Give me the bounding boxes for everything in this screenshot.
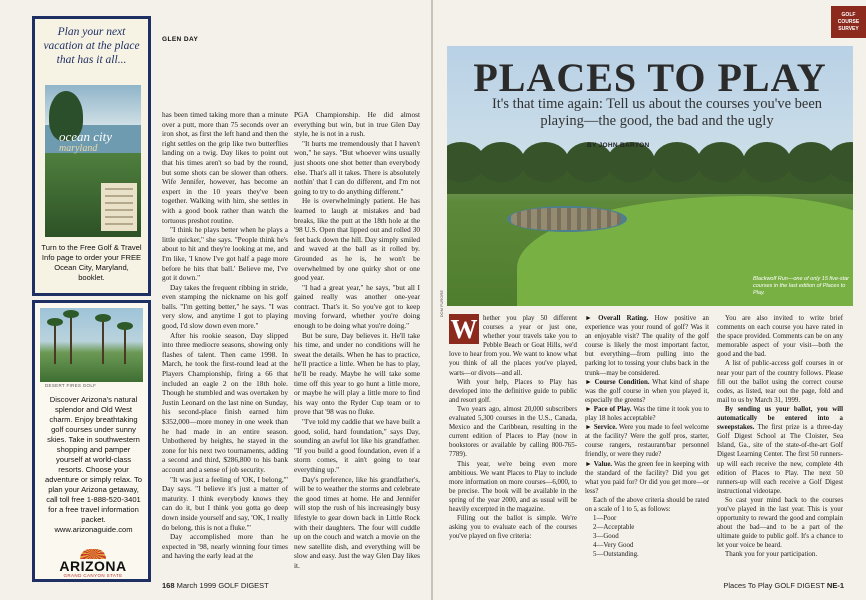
rating-item: 3—Good [593, 533, 619, 541]
arizona-logo-tag: GRAND CANYON STATE [63, 573, 123, 578]
brochure-inset-page [101, 183, 137, 231]
criteria-item: ► Overall Rating. How positive an experience was your round of golf? Was it an enjoyable visit? The quality of the golf course is likely the most important factor, but everything—from pulling into the parking lot to tossing your clubs back in the trunk—may be considered. [585, 315, 709, 377]
article-title: PLACES TO PLAY [473, 55, 827, 100]
paragraph: "I think he plays better when he plays a little quicker," she says. "People think he's about to hit and they're looking at me, and I'm like, 'I know I've got half a page more before he hits that ball.' Believe me, I've got it down." [162, 225, 288, 283]
ad-body: Turn to the Free Golf & Travel Info page to order your FREE Ocean City, Maryland, booklet. [41, 243, 142, 282]
page-folio [162, 581, 269, 590]
rating-item: 5—Outstanding. [593, 551, 639, 559]
paragraph: has been timed taking more than a minute over a putt, more than 75 seconds over an iron shot, as first the left hand and then the right settles on the grip like two butterflies landing on a twig. Day likes to point out that his times aren't so bad by the round, but some shots can be slower than others. Wife Jennifer, however, has become an expert in the 10 years they've been together. Walking with him, she settles in with a good book rather than watch the tortuous preshot routine. [162, 110, 288, 225]
page-number: NE-1 [826, 581, 844, 590]
paragraph: Two years ago, almost 20,000 subscribers evaluated 5,300 courses in the U.S., Canada, Mexico and the Caribbean, resulting in the current edition of Places to Play (now in bookstores or available by calling 800-765-7789). [449, 405, 577, 459]
paragraph: "I've told my caddie that we have built a good, solid, hard foundation," says Day, sounding an awful lot like his grandfather. "If you build a good foundation, even if a storm comes, it ain't going to tear everything up." [294, 417, 420, 474]
brochure-logo-sub: maryland [59, 143, 98, 154]
running-head: GLEN DAY [162, 36, 199, 43]
ad-headline: Plan your next vacation at the place that has it all... [43, 26, 140, 66]
brochure-logo-title: ocean city [59, 129, 113, 144]
brochure-logo [59, 131, 112, 155]
survey-column-1 [449, 314, 577, 541]
criteria-item: ► Course Condition. What kind of shape was the golf course in when you played it, especially the greens? [585, 378, 709, 404]
arrow-icon: ► [585, 424, 592, 432]
paragraph: A list of public-access golf courses in or near your part of the country follows. Please fill out the ballot using the correct course codes, as listed, tear out the page, fold and mail to us by March 31, 1999. [717, 360, 843, 404]
arrow-icon: ► [585, 460, 592, 468]
arrow-icon: ► [585, 315, 592, 322]
issue-date: March 1999 [176, 581, 217, 590]
criteria-item: ► Value. Was the green fee in keeping with the standard of the facility? Did you get what you paid for? Or did you get more—or less? [585, 460, 709, 495]
section-tab: GOLF COURSE SURVEY [831, 6, 866, 38]
magazine-name: GOLF DIGEST [774, 581, 825, 590]
survey-column-2 [585, 314, 709, 560]
rating-item: 1—Poor [593, 515, 617, 523]
article-subtitle: It's that time again: Tell us about the courses you've been playing—the good, the bad and the ugly [491, 96, 823, 129]
paragraph [717, 405, 843, 496]
photo-caption: Blackwolf Run—one of only 15 five-star courses in the last edition of Places to Play. [753, 276, 849, 296]
ocean-city-ad[interactable] [32, 16, 151, 296]
arizona-logo-word: ARIZONA [59, 558, 127, 574]
byline: BY JOHN BARTON [587, 142, 650, 149]
ad-photo [40, 308, 143, 382]
hero-photo [447, 46, 853, 306]
page-number: 168 [162, 581, 175, 590]
brochure-image [45, 85, 141, 237]
rating-intro: Each of the above criteria should be rated on a scale of 1 to 5, as follows: [585, 496, 709, 513]
page-folio [723, 581, 844, 590]
right-page [433, 0, 866, 600]
criteria-item: ► Pace of Play. Was the time it took you to play 18 holes acceptable? [585, 405, 709, 423]
arrow-icon: ► [585, 378, 592, 386]
arizona-logo [53, 549, 133, 578]
paragraph: So cast your mind back to the courses you've played in the last year. This is your opportunity to reward the good and complain about the bad—and to be a part of the ultimate guide to public golf. It's a chance to let your voice be heard. [717, 496, 843, 550]
paragraph: "It hurts me tremendously that I haven't won," he says. "But whoever wins usually just shoots one shot better than everybody else. That's all it takes. There is absolutely nothin' that I can do different, and I'm not going to try to do anything different." [294, 138, 420, 196]
paragraph: Day accomplished more than he expected in '98, nearly winning four times and having the early lead at the [162, 532, 288, 561]
ad-photo-caption: DESERT FIRES GOLF [45, 383, 97, 388]
rating-item: 2—Acceptable [593, 524, 635, 532]
paragraph: PGA Championship. He did almost everything but win, but in true Glen Day style, he is not in a rush. [294, 110, 420, 139]
arizona-ad[interactable] [32, 300, 151, 582]
paragraph: He is overwhelmingly patient. He has learned to laugh at mistakes and bad breaks, like the putt at the 18th hole at the '98 U.S. Open that lipped out and rolled 30 feet back down the hill. Day simply smiled and waved at the ball as it rolled by. Grounded as he is, he won't be overwhelmed by one quirky shot or one good year. [294, 196, 420, 283]
photo-credit: DOM FURORE [439, 290, 444, 318]
section-name: Places To Play [723, 581, 773, 590]
sweepstakes-text: The first prize is a three-day Golf Digest School at The Cloister, Sea Island, Ga., site of the state-of-the-art Golf Digest Learning Center. The first 50 runners-up will each receive the new, complete 4th edition of Places to Play. The next 50 runners-up will each receive a Golf Digest instructional videotape. [717, 424, 843, 495]
paragraph: Day takes the frequent ribbing in stride, even stamping the nickname on his golf balls. "I'm getting better," he says. "I was very slow, and anytime I got to playing good, I'd slow down even more." [162, 282, 288, 331]
rating-scale [585, 514, 709, 559]
article-column-2 [294, 110, 420, 571]
paragraph: "It was just a feeling of 'OK, I belong,'" Day says. "I believe it's just a matter of maturity. I think everybody knows they can do it, but I think you gotta go deep down inside yourself and say, 'OK, I really do belong, this is not a fluke.'" [162, 474, 288, 532]
paragraph: You are also invited to write brief comments on each course you have rated in the space provided. Comments can be on any memorable aspect of your visit—both the good and the bad. [717, 315, 843, 359]
survey-column-3 [717, 314, 843, 560]
paragraph: But be sure, Day believes it. He'll take his time, and under no conditions will he sweat the details. When he has to practice, he'll practice a little. When he has to play, he'll be ready. Maybe he will take some time off this year to go hunt a little more, or maybe he will play a little more to find his way onto the Ryder Cup team or to prove that '98 was no fluke. [294, 330, 420, 417]
lead-paragraph: hether you play 50 different courses a year or just one, whether your travels take you to Pebble Beach or Goat Hills, we'd love to hear from you. We want to know what you think of all the places you've played, warts—or divots—and all. [449, 315, 577, 377]
criteria-item: ► Service. Were you made to feel welcome at the facility? Were the golf pros, starter, course rangers, restaurant/bar personnel friendly, or were they rude? [585, 424, 709, 459]
dropcap: W [450, 314, 478, 344]
arrow-icon: ► [585, 405, 592, 413]
paragraph: With your help, Places to Play has developed into the definitive guide to public and resort golf. [449, 378, 577, 404]
ad-body: Discover Arizona's natural splendor and Old West charm. Enjoy breathtaking golf courses under sunny skies. Take in southwestern shopping and pamper yourself at world-class resorts. Choose your adventure or simply relax. To plan your Arizona getaway, call toll free 1-888-520-3401 for a free travel information packet. www.arizonaguide.com [45, 395, 142, 534]
magazine-name: GOLF DIGEST [218, 581, 269, 590]
paragraph: Filling out the ballot is simple. We're asking you to evaluate each of the courses you've played on five criteria: [449, 515, 577, 541]
sweepstakes-bold: By sending us your ballot, you will automatically be entered into a sweepstakes. [717, 405, 843, 432]
paragraph: "I had a great year," he says, "but all I gained really was another one-year contract. That's it. So you've got to keep moving forward, whether you're doing enough to be doing what you're doing." [294, 282, 420, 331]
paragraph: After his rookie season, Day slipped into three mediocre seasons, showing only flashes of talent. Then came 1998. In March, he took the first-round lead at the Players Championship, firing a 66 that included an eagle 2 on the 18th hole. Though he stumbled and was overtaken by Justin Leonard on the last nine on Sunday, his second-place finish earned him $352,000—more money in one week than he had made in an entire season. Unbothered by heights, he stayed in the zone for his next two tournaments, adding a second and third, $286,800 to his bank account and a sense of job security. [162, 330, 288, 474]
left-page [0, 0, 431, 600]
paragraph: Day's preference, like his grandfather's, will be to weather the storms and celebrate the good times at home. He and Jennifer will stop the rush of his increasingly busy lifestyle to gear down back in Little Rock with their daughters. The four will cuddle up on the couch and watch a movie on the new satellite dish, and everything will be slow and easy. Just the way Glen Day likes it. [294, 474, 420, 570]
rating-item: 4—Very Good [593, 542, 634, 550]
article-column-1 [162, 110, 288, 561]
paragraph: This year, we're being even more ambitious. We want Places to Play to include more information on more courses—6,000, to be precise. The book will be available in the spring of the year 2000, and as usual will be heavily excerpted in the magazine. [449, 460, 577, 513]
paragraph: Thank you for your participation. [725, 551, 818, 559]
